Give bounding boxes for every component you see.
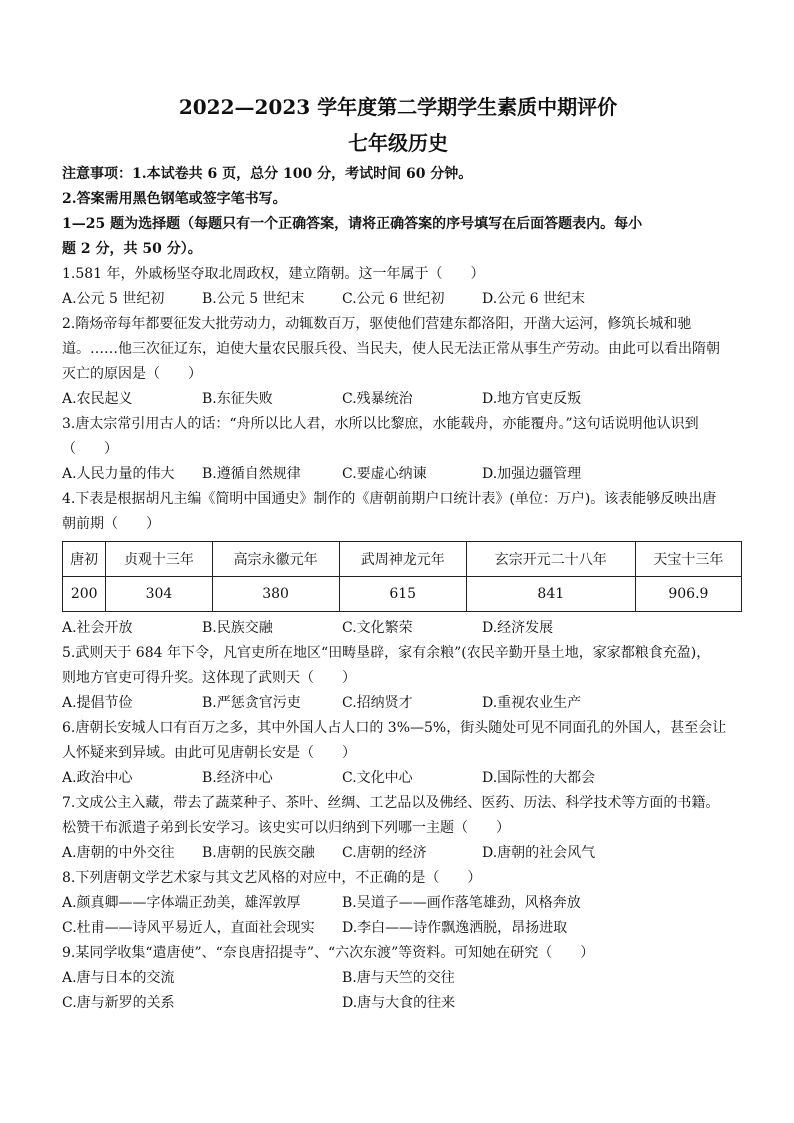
option-b: B.遵循自然规律 bbox=[202, 466, 301, 482]
option-d: D.唐朝的社会风气 bbox=[482, 845, 596, 861]
question-6 bbox=[62, 716, 734, 791]
table-header-row bbox=[63, 542, 742, 577]
options-row bbox=[62, 462, 734, 487]
options-row bbox=[62, 766, 734, 791]
question-text: 8.下列唐朝文学艺术家与其文艺风格的对应中，不正确的是（ ） bbox=[62, 870, 482, 886]
table-cell: 304 bbox=[106, 577, 212, 612]
options-row bbox=[62, 991, 734, 1016]
option-a: A.社会开放 bbox=[62, 620, 133, 636]
question-4 bbox=[62, 487, 734, 641]
question-text: 6.唐朝长安城人口有百万之多，其中外国人占人口的 3%—5%，街头随处可见不同面孔的外国人，甚至会让 bbox=[62, 720, 727, 736]
question-text: 人怀疑来到异域。由此可见唐朝长安是（ ） bbox=[62, 745, 356, 761]
option-c: C.文化中心 bbox=[342, 770, 413, 786]
table-header-cell: 武周神龙元年 bbox=[339, 542, 466, 577]
option-d: D.地方官吏反叛 bbox=[482, 391, 582, 407]
options-row bbox=[62, 287, 734, 312]
table-cell: 200 bbox=[63, 577, 106, 612]
question-text: 5.武则天于 684 年下令，凡官吏所在地区“田畴垦辟，家有余粮”(农民辛勤开垦土地，家家都粮食充盈)， bbox=[62, 645, 711, 661]
question-text: 3.唐太宗常引用古人的话：“舟所以比人君，水所以比黎庶，水能载舟，亦能覆舟。”这句话说明他认识到 bbox=[62, 416, 699, 432]
option-c: C.唐与新罗的关系 bbox=[62, 995, 175, 1011]
exam-page bbox=[62, 92, 734, 1016]
option-a: A.颜真卿——字体端正劲美，雄浑敦厚 bbox=[62, 895, 301, 911]
option-d: D.公元 6 世纪末 bbox=[482, 291, 585, 307]
option-d: D.李白——诗作飘逸洒脱，昂扬进取 bbox=[342, 920, 568, 936]
table-row bbox=[63, 577, 742, 612]
option-b: B.严惩贪官污吏 bbox=[202, 695, 301, 711]
question-text: 灭亡的原因是（ ） bbox=[62, 366, 202, 382]
option-d: D.唐与大食的往来 bbox=[342, 995, 456, 1011]
option-b: B.吴道子——画作落笔雄劲，风格奔放 bbox=[342, 895, 581, 911]
question-text: （ ） bbox=[62, 441, 118, 457]
question-3 bbox=[62, 412, 734, 487]
option-a: A.提倡节俭 bbox=[62, 695, 133, 711]
question-5 bbox=[62, 641, 734, 716]
options-row bbox=[62, 891, 734, 916]
option-b: B.东征失败 bbox=[202, 391, 273, 407]
option-d: D.加强边疆管理 bbox=[482, 466, 582, 482]
question-8 bbox=[62, 866, 734, 941]
option-a: A.唐朝的中外交往 bbox=[62, 845, 175, 861]
question-text: 9.某同学收集“遣唐使”、“奈良唐招提寺”、“六次东渡”等资料。可知她在研究（ ） bbox=[62, 945, 595, 961]
question-7 bbox=[62, 791, 734, 866]
option-a: A.农民起义 bbox=[62, 391, 133, 407]
option-b: B.唐朝的民族交融 bbox=[202, 845, 315, 861]
question-9 bbox=[62, 941, 734, 1016]
option-d: D.国际性的大都会 bbox=[482, 770, 596, 786]
question-text: 2.隋炀帝每年都要征发大批劳动力，动辄数百万，驱使他们营建东都洛阳，开凿大运河，修筑长城和驰 bbox=[62, 316, 692, 332]
question-text: 1.581 年，外戚杨坚夺取北周政权，建立隋朝。这一年属于（ ） bbox=[62, 266, 485, 282]
option-a: A.政治中心 bbox=[62, 770, 133, 786]
options-row bbox=[62, 387, 734, 412]
notes-line-3a: 1—25 题为选择题（每题只有一个正确答案，请将正确答案的序号填写在后面答题表内。每小 bbox=[62, 216, 643, 232]
option-c: C.唐朝的经济 bbox=[342, 845, 427, 861]
table-cell: 380 bbox=[212, 577, 339, 612]
option-c: C.公元 6 世纪初 bbox=[342, 291, 445, 307]
table-cell: 841 bbox=[466, 577, 635, 612]
option-a: A.唐与日本的交流 bbox=[62, 970, 175, 986]
option-d: D.经济发展 bbox=[482, 620, 554, 636]
options-row bbox=[62, 616, 734, 641]
option-c: C.杜甫——诗风平易近人，直面社会现实 bbox=[62, 920, 315, 936]
options-row bbox=[62, 966, 734, 991]
option-c: C.要虚心纳谏 bbox=[342, 466, 427, 482]
option-c: C.招纳贤才 bbox=[342, 695, 413, 711]
option-c: C.文化繁荣 bbox=[342, 620, 413, 636]
table-header-cell: 高宗永徽元年 bbox=[212, 542, 339, 577]
option-b: B.公元 5 世纪末 bbox=[202, 291, 305, 307]
question-text: 则地方官吏可得升奖。这体现了武则天（ ） bbox=[62, 670, 356, 686]
table-cell: 615 bbox=[339, 577, 466, 612]
question-text: 道。……他三次征辽东，迫使大量农民服兵役、当民夫，使人民无法正常从事生产劳动。由此可以看出隋朝 bbox=[62, 341, 720, 357]
question-text: 松赞干布派遣子弟到长安学习。该史实可以归纳到下列哪一主题（ ） bbox=[62, 820, 510, 836]
table-cell: 906.9 bbox=[635, 577, 741, 612]
notes-line-3b: 题 2 分，共 50 分）。 bbox=[62, 241, 202, 257]
option-d: D.重视农业生产 bbox=[482, 695, 582, 711]
exam-title: 2022—2023 学年度第二学期学生素质中期评价 bbox=[178, 95, 618, 119]
options-row bbox=[62, 691, 734, 716]
question-text: 4.下表是根据胡凡主编《简明中国通史》制作的《唐朝前期户口统计表》(单位：万户)。该表能够反映出唐 bbox=[62, 491, 717, 507]
option-c: C.残暴统治 bbox=[342, 391, 413, 407]
question-text: 7.文成公主入藏，带去了蔬菜种子、茶叶、丝绸、工艺品以及佛经、医药、历法、科学技术等方面的书籍。 bbox=[62, 795, 720, 811]
option-b: B.经济中心 bbox=[202, 770, 273, 786]
notes-line-1: 注意事项：1.本试卷共 6 页，总分 100 分，考试时间 60 分钟。 bbox=[62, 166, 473, 182]
table-header-cell: 贞观十三年 bbox=[106, 542, 212, 577]
table-header-cell: 唐初 bbox=[63, 542, 106, 577]
options-row bbox=[62, 841, 734, 866]
option-b: B.唐与天竺的交往 bbox=[342, 970, 455, 986]
table-header-cell: 玄宗开元二十八年 bbox=[466, 542, 635, 577]
question-2 bbox=[62, 312, 734, 412]
question-text: 朝前期（ ） bbox=[62, 516, 160, 532]
exam-subject: 七年级历史 bbox=[348, 131, 448, 155]
notes-line-2: 2.答案需用黑色钢笔或签字笔书写。 bbox=[62, 191, 287, 207]
option-b: B.民族交融 bbox=[202, 620, 273, 636]
options-row bbox=[62, 916, 734, 941]
table-header-cell: 天宝十三年 bbox=[635, 542, 741, 577]
option-a: A.人民力量的伟大 bbox=[62, 466, 175, 482]
population-table bbox=[62, 541, 742, 612]
option-a: A.公元 5 世纪初 bbox=[62, 291, 165, 307]
question-1 bbox=[62, 262, 734, 312]
